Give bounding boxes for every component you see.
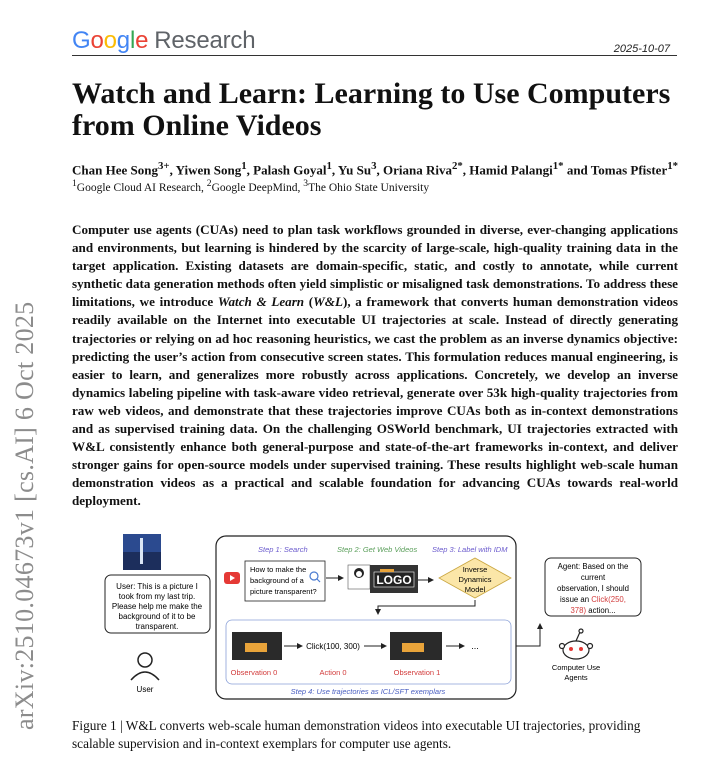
action-text: Click(100, 300) [306, 642, 360, 651]
trip-photo [123, 534, 161, 570]
svg-text:Inverse: Inverse [462, 565, 488, 574]
youtube-icon [224, 572, 240, 584]
step2-label: Step 2: Get Web Videos [337, 545, 418, 554]
header-rule [72, 55, 677, 56]
paper-title: Watch and Learn: Learning to Use Computers from Online Videos [72, 77, 671, 142]
svg-text:User: This is a picture I: User: This is a picture I [116, 582, 198, 591]
observation-0-thumbnail [232, 632, 282, 660]
caption-text: W&L converts web-scale human demonstration videos into executable UI trajectories, providing scalable supervision and in-context exemplars for computer use agents. [72, 718, 641, 751]
robot-agent-icon [560, 629, 593, 659]
figure-1 [100, 528, 660, 706]
author: Tomas Pfister [590, 162, 668, 178]
user-label: User [136, 685, 154, 694]
author: Yu Su [337, 162, 372, 178]
arxiv-id: arXiv:2510.04673v1 [cs.AI] 6 Oct 2025 [10, 301, 39, 730]
web-video-thumbnails [348, 565, 418, 593]
svg-text:transparent.: transparent. [135, 622, 179, 631]
author: Palash Goyal [253, 162, 327, 178]
step1-label: Step 1: Search [258, 545, 308, 554]
agent-label-line1: Computer Use [551, 663, 601, 672]
step4-label: Step 4: Use trajectories as ICL/SFT exemplars [290, 687, 446, 696]
svg-text:observation, I should: observation, I should [557, 584, 629, 593]
observation-1-thumbnail [390, 632, 442, 660]
svg-text:picture transparent?: picture transparent? [250, 587, 317, 596]
observation-0-label: Observation 0 [230, 668, 278, 677]
abstract: Computer use agents (CUAs) need to plan task workflows grounded in diverse, ever-changing applications and environments, but learning is hindered by the scarcity of large-scale, high-quality training data in the target application. Existing datasets are domain-specific, static, and costly to annotate, while current synthetic data generation methods often yield simplistic or misaligned task demonstrations. To address these limitations, we introduce Watch & Learn (W&L), a framework that converts human demonstration videos readily available on the Internet into executable UI trajectories at scale. Instead of directly generating trajectories or relying on ad hoc reasoning heuristics, we cast the problem as an inverse dynamics objective: predicting the user’s action from consecutive screen states. This formulation reduces manual engineering, is easier to learn, and generalizes more robustly across applications. Concretely, we develop an inverse dynamics labeling pipeline with task-aware video retrieval, generate over 53k high-quality trajectories from raw web videos, and demonstrate that these trajectories improve CUAs both as in-context demonstrations and as supervised training data. On the challenging OSWorld benchmark, UI trajectories extracted with W&L consistently enhance both general-purpose and state-of-the-art frameworks in-context, and deliver stronger gains for open-source models under supervised training. These results highlight web-scale human demonstration videos as a practical and scalable foundation for advancing CUAs towards real-world deployment. [72, 222, 678, 509]
affiliations: $^1$Google Cloud AI Research, $^2$Google DeepMind, $^3$The Ohio State University [72, 178, 430, 194]
author: Oriana Riva [382, 162, 452, 178]
author-list: Chan Hee Song$^{3+}$, Yiwen Song$^1$, Palash Goyal$^1$, Yu Su$^3$, Oriana Riva$^{2*}$, Hamid Palangi$^{1*}$ and Tomas Pfister$^{1*}$ [72, 160, 679, 178]
svg-text:Agent: Based on the: Agent: Based on the [557, 562, 629, 571]
svg-text:took from my last trip.: took from my last trip. [118, 592, 196, 601]
author: Yiwen Song [175, 162, 242, 178]
arxiv-sidebar [10, 300, 40, 730]
arrow-to-agent [516, 624, 540, 646]
svg-text:current: current [580, 573, 606, 582]
agent-speech-bubble [545, 558, 641, 616]
google-research-logo: Google Research [72, 27, 256, 54]
svg-text:378) action...: 378) action... [570, 606, 616, 615]
svg-text:Model: Model [464, 585, 486, 594]
svg-text:Dynamics: Dynamics [458, 575, 492, 584]
svg-text:background of a: background of a [250, 576, 304, 585]
agent-label-line2: Agents [564, 673, 588, 682]
user-speech-bubble [105, 575, 210, 633]
publication-date: 2025-10-07 [613, 43, 670, 55]
continuation-ellipsis: ... [471, 641, 479, 651]
svg-text:issue an Click(250,: issue an Click(250, [560, 595, 626, 604]
svg-text:background of it to be: background of it to be [118, 612, 196, 621]
author: Chan Hee Song [72, 162, 158, 178]
svg-text:Please help me make the: Please help me make the [111, 602, 203, 611]
step3-label: Step 3: Label with IDM [432, 545, 508, 554]
figure-caption [72, 717, 684, 753]
user-icon [131, 653, 159, 680]
action-0-label: Action 0 [319, 668, 347, 677]
video-logo-text: LOGO [376, 573, 412, 587]
caption-label: Figure 1 | [72, 718, 126, 733]
svg-text:How to make the: How to make the [250, 565, 307, 574]
observation-1-label: Observation 1 [393, 668, 441, 677]
search-query-box [245, 561, 325, 601]
author: Hamid Palangi [469, 162, 553, 178]
